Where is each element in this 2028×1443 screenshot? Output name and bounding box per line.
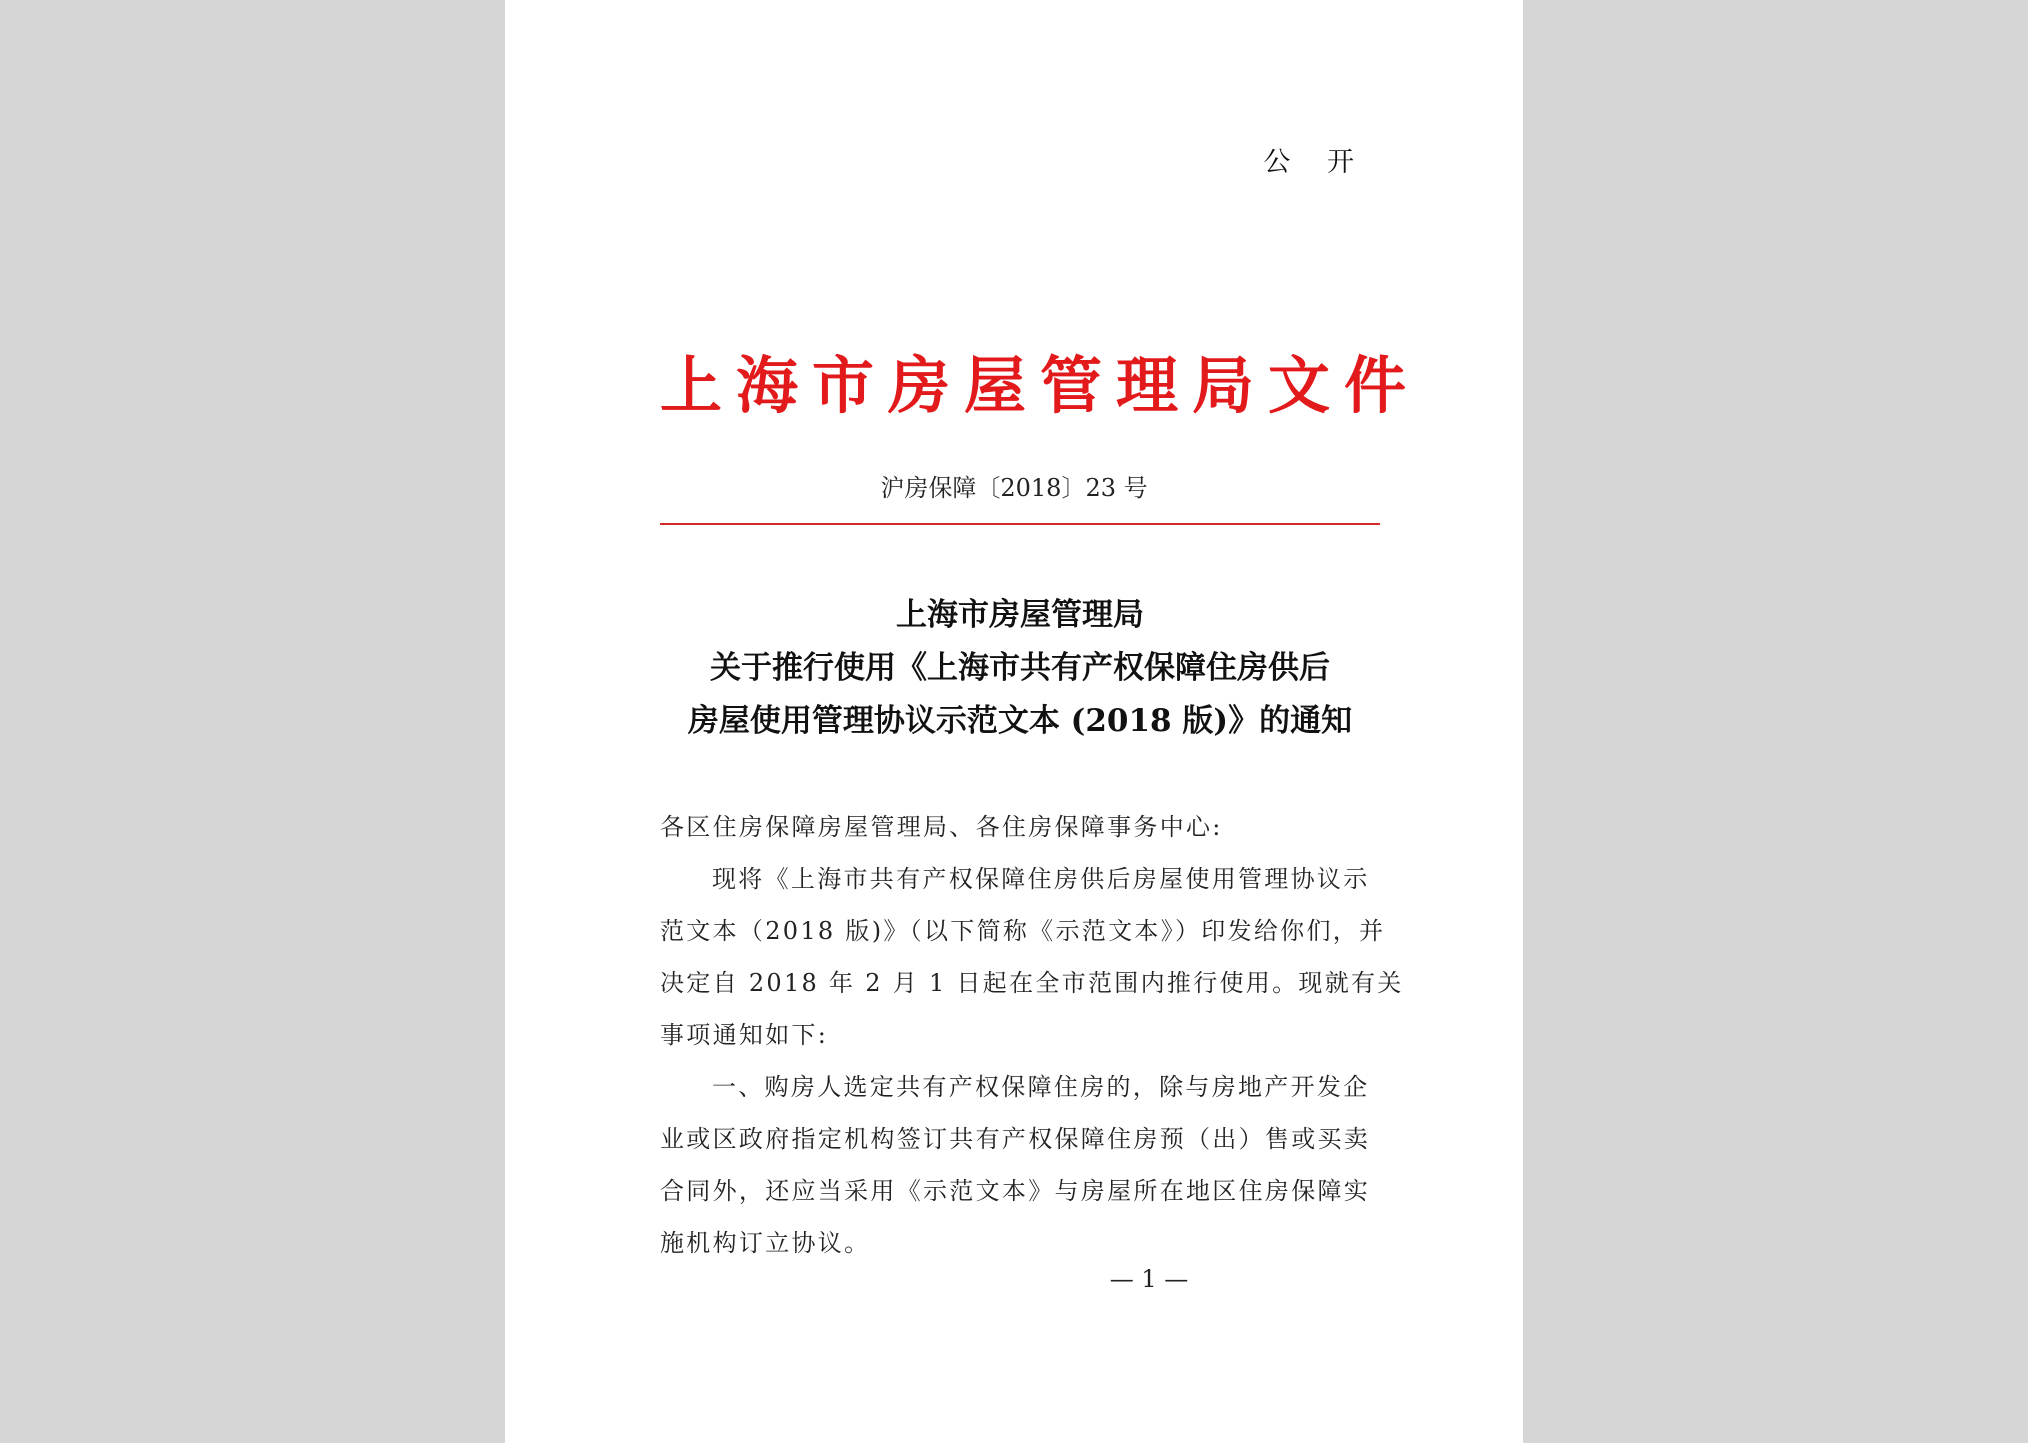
notice-title — [660, 589, 1380, 748]
issuer-heading: 上海市房屋管理局文件 — [660, 349, 1421, 422]
body-line: 业或区政府指定机构签订共有产权保障住房预（出）售或买卖 — [660, 1125, 1371, 1153]
body-line: 决定自 2018 年 2 月 1 日起在全市范围内推行使用。现就有关 — [660, 969, 1404, 997]
page-number: — 1 — — [1109, 1265, 1189, 1293]
title-line: 关于推行使用《上海市共有产权保障住房供后 — [710, 650, 1330, 686]
document-number: 沪房保障〔2018〕23 号 — [880, 474, 1148, 502]
body-line: 施机构订立协议。 — [660, 1229, 871, 1257]
salutation: 各区住房保障房屋管理局、各住房保障事务中心: — [660, 813, 1223, 841]
title-line: 上海市房屋管理局 — [896, 597, 1144, 633]
body-line: 事项通知如下: — [660, 1021, 829, 1049]
notice-body — [660, 801, 1404, 1269]
body-line: 合同外，还应当采用《示范文本》与房屋所在地区住房保障实 — [660, 1177, 1371, 1205]
document-page — [505, 0, 1523, 1443]
body-line: 一、购房人选定共有产权保障住房的，除与房地产开发企 — [712, 1073, 1370, 1101]
red-divider-line — [660, 523, 1380, 525]
body-line: 范文本（2018 版)》（以下简称《示范文本》）印发给你们，并 — [660, 917, 1386, 945]
public-disclosure-mark: 公 开 — [1263, 147, 1368, 178]
title-line: 房屋使用管理协议示范文本 (2018 版)》的通知 — [687, 703, 1353, 739]
body-line: 现将《上海市共有产权保障住房供后房屋使用管理协议示 — [712, 865, 1370, 893]
